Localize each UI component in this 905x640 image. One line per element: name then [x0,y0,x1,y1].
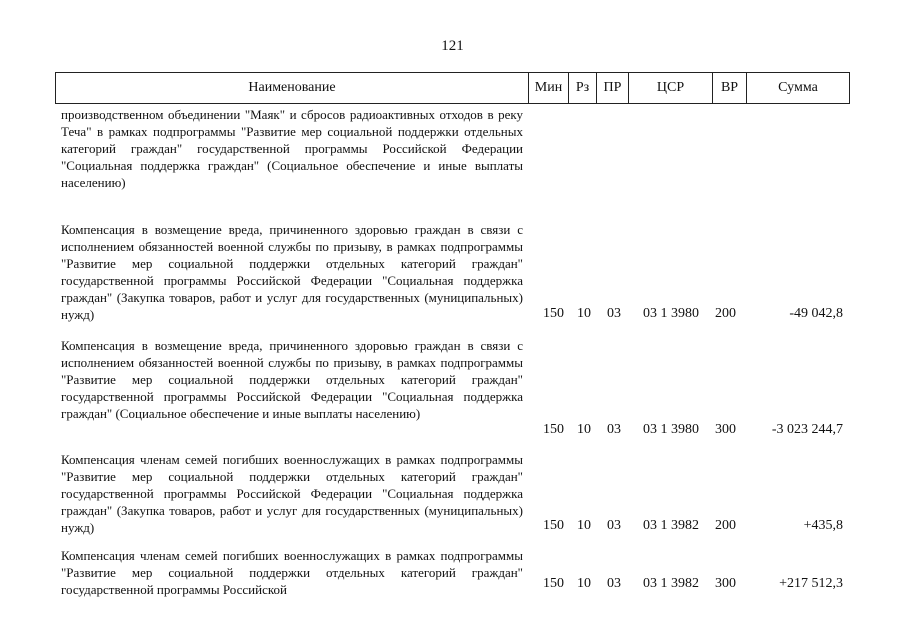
row-sum: +217 512,3 [779,576,843,591]
row-name: Компенсация членам семей погибших военнослужащих в рамках подпрограммы "Развитие мер социальной поддержки отдельных категорий граждан" государственной программы Российской Федерации "Социальная поддержка граждан" (Закупка товаров, работ и услуг для государственных (муниципальных) нужд) [61,452,523,535]
row-min: 150 [543,306,564,321]
row-pr: 03 [607,576,621,591]
row-name: Компенсация членам семей погибших военнослужащих в рамках подпрограммы "Развитие мер социальной поддержки отдельных категорий граждан" государственной программы Российской [61,548,523,597]
row-rz: 10 [577,576,591,591]
row-sum: -3 023 244,7 [771,422,843,437]
row-vr: 300 [715,576,736,591]
row-sum: -49 042,8 [789,306,843,321]
header-pr: ПР [597,73,629,104]
table-row [55,221,849,326]
row-rz: 10 [577,518,591,533]
table-header [55,72,850,104]
row-vr: 200 [715,518,736,533]
table-row [55,547,849,607]
row-csr: 03 1 3982 [643,518,699,533]
row-pr: 03 [607,306,621,321]
header-rz: Рз [569,73,597,104]
row-csr: 03 1 3982 [643,576,699,591]
header-vr: ВР [713,73,747,104]
row-min: 150 [543,518,564,533]
page-number: 121 [441,38,464,54]
table-row [55,337,849,441]
row-pr: 03 [607,422,621,437]
row-pr: 03 [607,518,621,533]
row-csr: 03 1 3980 [643,422,699,437]
row-name: производственном объединении "Маяк" и сбросов радиоактивных отходов в реку Теча" в рамках подпрограммы "Развитие мер социальной поддержки отдельных категорий граждан" государственной программы Российской Федерации "Социальная поддержка граждан" (Социальное обеспечение и иные выплаты населению) [61,107,523,190]
row-sum: +435,8 [803,518,843,533]
row-min: 150 [543,576,564,591]
row-rz: 10 [577,306,591,321]
header-csr: ЦСР [629,73,713,104]
row-vr: 200 [715,306,736,321]
header-min: Мин [529,73,569,104]
table-row [55,106,849,212]
row-min: 150 [543,422,564,437]
row-vr: 300 [715,422,736,437]
row-csr: 03 1 3980 [643,306,699,321]
table-row [55,451,849,539]
row-name: Компенсация в возмещение вреда, причиненного здоровью граждан в связи с исполнением обязанностей военной службы по призыву, в рамках подпрограммы "Развитие мер социальной поддержки отдельных категорий граждан" государственной программы Российской Федерации "Социальная поддержка граждан" (Закупка товаров, работ и услуг для государственных (муниципальных) нужд) [61,222,523,322]
row-name: Компенсация в возмещение вреда, причиненного здоровью граждан в связи с исполнением обязанностей военной службы по призыву, в рамках подпрограммы "Развитие мер социальной поддержки отдельных категорий граждан" государственной программы Российской Федерации "Социальная поддержка граждан" (Социальное обеспечение и иные выплаты населению) [61,338,523,421]
row-rz: 10 [577,422,591,437]
header-name: Наименование [56,73,529,104]
header-sum: Сумма [747,73,850,104]
